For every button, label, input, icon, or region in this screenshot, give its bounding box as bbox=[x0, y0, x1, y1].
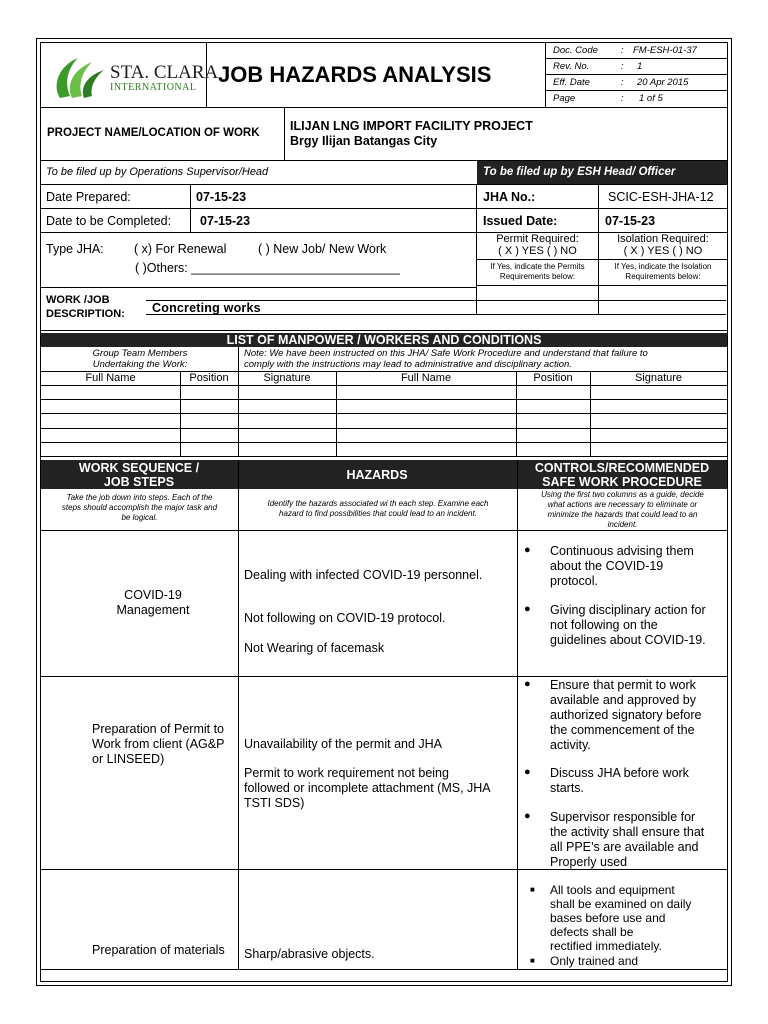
column-header: Full Name bbox=[400, 372, 452, 384]
work-desc-label: WORK /JOB bbox=[46, 294, 110, 306]
control: authorized signatory before bbox=[550, 708, 702, 722]
type-others-option[interactable]: ( )Others: ______________________________ bbox=[135, 261, 400, 275]
date-prepared-label: Date Prepared: bbox=[46, 190, 131, 204]
company-logo bbox=[48, 52, 219, 102]
controls-header: SAFE WORK PROCEDURE bbox=[542, 475, 702, 489]
divider bbox=[41, 107, 727, 108]
control: Supervisor responsible for bbox=[550, 810, 696, 824]
rev-no-value: 1 bbox=[637, 61, 643, 72]
column-header: Position bbox=[189, 372, 229, 384]
eff-date-label: Eff. Date bbox=[553, 77, 590, 88]
hazard: Dealing with infected COVID-19 personnel. bbox=[244, 568, 483, 582]
type-new-job-option[interactable]: ( ) New Job/ New Work bbox=[258, 242, 387, 256]
control: protocol. bbox=[550, 574, 598, 588]
divider bbox=[41, 385, 727, 386]
job-step: Management bbox=[116, 603, 190, 617]
work-desc-label: DESCRIPTION: bbox=[46, 308, 125, 320]
page-value: 1 of 5 bbox=[639, 93, 663, 104]
control: guidelines about COVID-19. bbox=[550, 633, 706, 647]
date-completed-label: Date to be Completed: bbox=[46, 214, 172, 228]
control: rectified immediately. bbox=[550, 939, 662, 953]
esh-header-bar bbox=[477, 161, 727, 184]
divider bbox=[41, 676, 727, 677]
type-renewal-option[interactable]: ( x) For Renewal bbox=[134, 242, 227, 256]
bullet-icon: ● bbox=[524, 766, 531, 778]
type-jha-label: Type JHA: bbox=[46, 242, 104, 256]
colon: : bbox=[621, 61, 624, 72]
square-bullet-icon: ■ bbox=[530, 956, 535, 965]
steps-instruction: be logical. bbox=[121, 513, 158, 522]
logo-name: STA. CLARA bbox=[110, 62, 219, 83]
divider bbox=[517, 460, 518, 969]
control: Properly used bbox=[550, 855, 628, 869]
bullet-icon: ● bbox=[524, 678, 531, 690]
steps-instruction: steps should accomplish the major task and bbox=[61, 503, 218, 512]
divider bbox=[238, 460, 239, 969]
control: the commencement of the bbox=[550, 723, 695, 737]
controls-instruction: what actions are necessary to eliminate or bbox=[547, 500, 698, 509]
document-title: JOB HAZARDS ANALYSIS bbox=[218, 62, 492, 87]
controls-instruction: minimize the hazards that could lead to an bbox=[547, 510, 698, 519]
work-desc-value: Concreting works bbox=[152, 301, 261, 315]
hazards-instruction: Identify the hazards associated wi th each step. Examine each bbox=[267, 499, 489, 508]
project-name: ILIJAN LNG IMPORT FACILITY PROJECT bbox=[290, 119, 533, 133]
rev-no-label: Rev. No. bbox=[553, 61, 590, 72]
bullet-icon: ● bbox=[524, 603, 531, 615]
project-label: PROJECT NAME/LOCATION OF WORK bbox=[47, 127, 260, 139]
steps-header: JOB STEPS bbox=[103, 475, 175, 489]
column-header: Position bbox=[533, 372, 573, 384]
group-label: Group Team Members bbox=[92, 348, 188, 359]
doc-code-label: Doc. Code bbox=[553, 45, 598, 56]
colon: : bbox=[621, 45, 624, 56]
divider bbox=[41, 287, 477, 288]
jha-no-label: JHA No.: bbox=[483, 190, 536, 204]
job-step: or LINSEED) bbox=[92, 752, 165, 766]
divider bbox=[41, 428, 727, 429]
hazards-header: HAZARDS bbox=[346, 468, 408, 482]
permit-required-title: Permit Required: bbox=[496, 233, 579, 245]
filed-by-operations: To be filed up by Operations Supervisor/Head bbox=[46, 166, 269, 178]
page-label: Page bbox=[553, 93, 576, 104]
control: Discuss JHA before work bbox=[550, 766, 689, 780]
steps-instruction: Take the job down into steps. Each of the bbox=[66, 493, 213, 502]
bullet-icon: ● bbox=[524, 810, 531, 822]
controls-instruction: incident. bbox=[607, 520, 638, 529]
job-step: Preparation of materials bbox=[92, 943, 225, 957]
hazard: Permit to work requirement not being bbox=[244, 766, 449, 780]
manpower-header-bar bbox=[41, 333, 727, 347]
colon: : bbox=[621, 77, 624, 88]
isolation-note: Requirements below: bbox=[625, 272, 701, 281]
date-prepared-value: 07-15-23 bbox=[196, 190, 247, 204]
doc-info-table bbox=[545, 43, 727, 107]
filed-by-esh: To be filed up by ESH Head/ Officer bbox=[483, 166, 676, 178]
divider bbox=[238, 347, 239, 371]
column-header: Full Name bbox=[85, 372, 136, 384]
doc-code-value: FM-ESH-01-37 bbox=[633, 45, 697, 56]
steps-header: WORK SEQUENCE / bbox=[78, 461, 200, 475]
group-label: Undertaking the Work: bbox=[92, 359, 188, 370]
permit-note: Requirements below: bbox=[499, 272, 576, 281]
divider bbox=[41, 869, 727, 870]
eff-date-value: 20 Apr 2015 bbox=[637, 77, 689, 88]
divider bbox=[284, 107, 285, 160]
divider bbox=[477, 285, 727, 286]
control: about the COVID-19 bbox=[550, 559, 664, 573]
hazard: followed or incomplete attachment (MS, JHA bbox=[244, 781, 491, 795]
bullet-icon: ● bbox=[524, 544, 531, 556]
divider bbox=[41, 184, 727, 185]
colon: : bbox=[621, 93, 624, 104]
divider bbox=[41, 969, 727, 970]
control: activity. bbox=[550, 738, 591, 752]
permit-note: If Yes, indicate the Permits bbox=[490, 262, 585, 271]
issued-date-label: Issued Date: bbox=[483, 214, 558, 228]
controls-instruction: Using the first two columns as a guide, decide bbox=[541, 490, 704, 499]
isolation-required-title: Isolation Required: bbox=[617, 233, 709, 245]
hazard: Not following on COVID-19 protocol. bbox=[244, 611, 446, 625]
control: starts. bbox=[550, 781, 585, 795]
divider bbox=[41, 413, 727, 414]
controls-header: CONTROLS/RECOMMENDED bbox=[534, 461, 710, 475]
divider bbox=[41, 208, 727, 209]
control: available and approved by bbox=[550, 693, 696, 707]
manpower-note: comply with the instructions may lead to administrative and disciplinary action. bbox=[244, 359, 572, 370]
square-bullet-icon: ■ bbox=[530, 885, 535, 894]
hazards-instruction: hazard to find possibilities that could lead to an incident. bbox=[279, 509, 477, 518]
job-step: Work from client (AG&P bbox=[92, 737, 225, 751]
permit-required-options[interactable]: ( X ) YES ( ) NO bbox=[498, 245, 577, 257]
control: defects shall be bbox=[550, 925, 634, 939]
control: Ensure that permit to work bbox=[550, 678, 696, 692]
control: all PPE’s are available and bbox=[550, 840, 699, 854]
table-header-bar bbox=[41, 460, 727, 489]
control: Continuous advising them bbox=[550, 544, 694, 558]
divider bbox=[41, 330, 727, 331]
hazard: Sharp/abrasive objects. bbox=[244, 947, 375, 961]
project-location: Brgy Ilijan Batangas City bbox=[290, 134, 438, 148]
manpower-title: LIST OF MANPOWER / WORKERS AND CONDITIONS bbox=[226, 333, 542, 347]
issued-date-value: 07-15-23 bbox=[605, 214, 656, 228]
control: not following on the bbox=[550, 618, 658, 632]
divider bbox=[477, 259, 727, 260]
divider bbox=[41, 399, 727, 400]
control: bases before use and bbox=[550, 911, 666, 925]
divider bbox=[41, 442, 727, 443]
isolation-required-options[interactable]: ( X ) YES ( ) NO bbox=[623, 245, 703, 257]
divider bbox=[41, 530, 727, 531]
divider bbox=[41, 456, 727, 457]
column-header: Signature bbox=[634, 372, 683, 384]
control: the activity shall ensure that bbox=[550, 825, 705, 839]
hazard: Unavailability of the permit and JHA bbox=[244, 737, 443, 751]
isolation-note: If Yes, indicate the Isolation bbox=[614, 262, 712, 271]
column-header: Signature bbox=[263, 372, 311, 384]
hazard: TSTI SDS) bbox=[244, 796, 305, 810]
manpower-note: Note: We have been instructed on this JHA/ Safe Work Procedure and understand that failure to bbox=[244, 348, 648, 359]
logo-subtitle: INTERNATIONAL bbox=[110, 82, 197, 93]
control: shall be examined on daily bbox=[550, 897, 692, 911]
control: All tools and equipment bbox=[550, 883, 675, 897]
job-step: COVID-19 bbox=[124, 588, 182, 602]
job-step: Preparation of Permit to bbox=[92, 722, 225, 736]
hazard: Not Wearing of facemask bbox=[244, 641, 385, 655]
control: Only trained and bbox=[550, 954, 639, 968]
jha-no-value: SCIC-ESH-JHA-12 bbox=[608, 190, 714, 204]
date-completed-value: 07-15-23 bbox=[200, 214, 251, 228]
control: Giving disciplinary action for bbox=[550, 603, 706, 617]
